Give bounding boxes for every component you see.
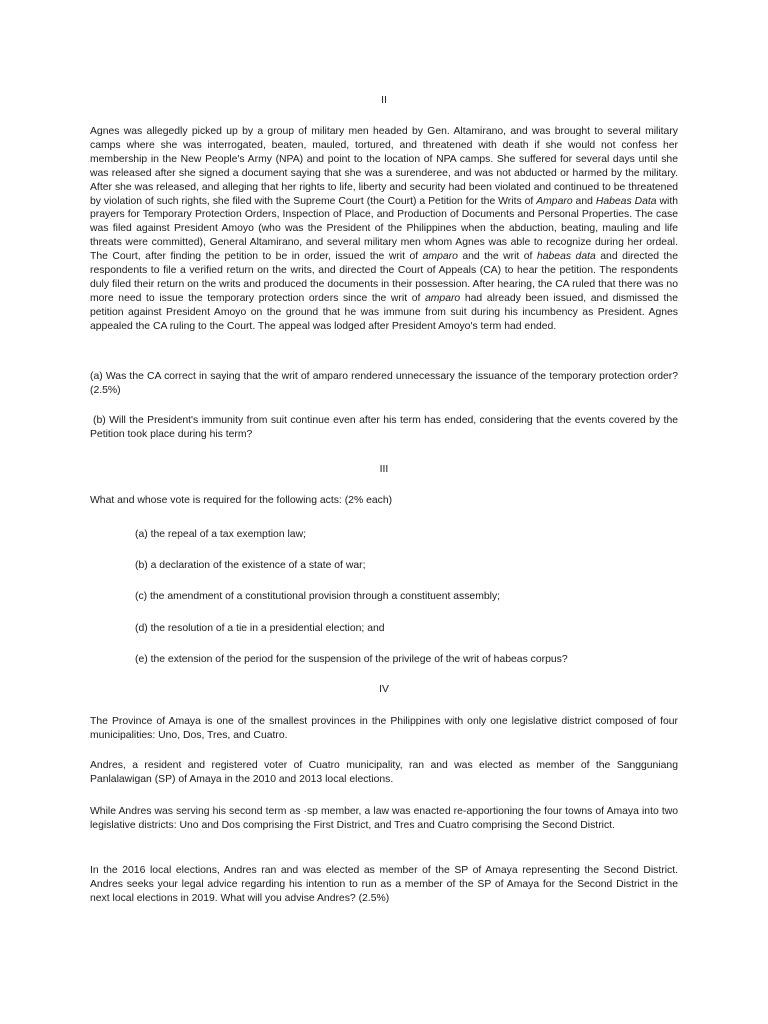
section-ii-heading: II [381, 95, 387, 106]
section-iv-paragraph: In the 2016 local elections, Andres ran and was elected as member of the SP of Amaya representing the Second District. Andres seeks your legal advice regarding his intention to run as a member of the SP of Amaya for the Second District in the next local elections in 2019. What will you advise Andres? (2.5%) [90, 865, 678, 904]
section-iv-paragraph: While Andres was serving his second term as ·sp member, a law was enacted re-apportioning the four towns of Amaya into two legislative districts: Uno and Dos comprising the First District, and Tres and Cuatro comprising the Second District. [90, 806, 678, 831]
list-item: (a) the repeal of a tax exemption law; [135, 529, 306, 540]
section-iii-heading: III [379, 464, 389, 475]
list-item: (c) the amendment of a constitutional provision through a constituent assembly; [135, 591, 501, 602]
question-ii-a: (a) Was the CA correct in saying that the writ of amparo rendered unnecessary the issuance of the temporary protection order? (2.5%) [90, 371, 678, 396]
question-ii-b: (b) Will the President's immunity from suit continue even after his term has ended, considering that the events covered by the Petition took place during his term? [90, 415, 678, 440]
list-item: (b) a declaration of the existence of a state of war; [135, 560, 366, 571]
section-iv-paragraph: Andres, a resident and registered voter of Cuatro municipality, ran and was elected as member of the Sangguniang Panlalawigan (SP) of Amaya in the 2010 and 2013 local elections. [90, 760, 678, 785]
section-iv-paragraph: The Province of Amaya is one of the smallest provinces in the Philippines with only one legislative district composed of four municipalities: Uno, Dos, Tres, and Cuatro. [90, 716, 678, 741]
section-iv-heading: IV [379, 684, 389, 695]
list-item: (e) the extension of the period for the suspension of the privilege of the writ of habeas corpus? [135, 654, 568, 665]
section-iii-intro: What and whose vote is required for the following acts: (2% each) [90, 495, 393, 506]
section-ii-facts: Agnes was allegedly picked up by a group of military men headed by Gen. Altamirano, and was brought to several military camps where she was interrogated, beaten, mauled, tortured, and threatened with death if she would not confess her membership in the New People's Army (NPA) and point to the location of NPA camps. She suffered for several days until she was released after she signed a document saying that she was a surenderee, and was not abducted or harmed by the military. After she was released, and alleging that her rights to life, liberty and security had been violated and continued to be threatened by violation of such rights, she filed with the Supreme Court (the Court) a Petition for the Writs of Amparo and Habeas Data with prayers for Temporary Protection Orders, Inspection of Place, and Production of Documents and Personal Properties. The case was filed against President Amoyo (who was the President of the Philippines when the abduction, beating, mauling and life threats were committed), General Altamirano, and several military men whom Agnes was able to recognize during her ordeal. The Court, after finding the petition to be in order, issued the writ of amparo and the writ of habeas data and directed the respondents to file a verified return on the writs, and directed the Court of Appeals (CA) to hear the petition. The respondents duly filed their return on the writs and produced the documents in their possession. After hearing, the CA ruled that there was no more need to issue the temporary protection orders since the writ of amparo had already been issued, and dismissed the petition against President Amoyo on the ground that he was immune from suit during his incumbency as President. Agnes appealed the CA ruling to the Court. The appeal was lodged after President Amoyo's term had ended. [90, 126, 678, 332]
list-item: (d) the resolution of a tie in a presidential election; and [135, 623, 385, 634]
